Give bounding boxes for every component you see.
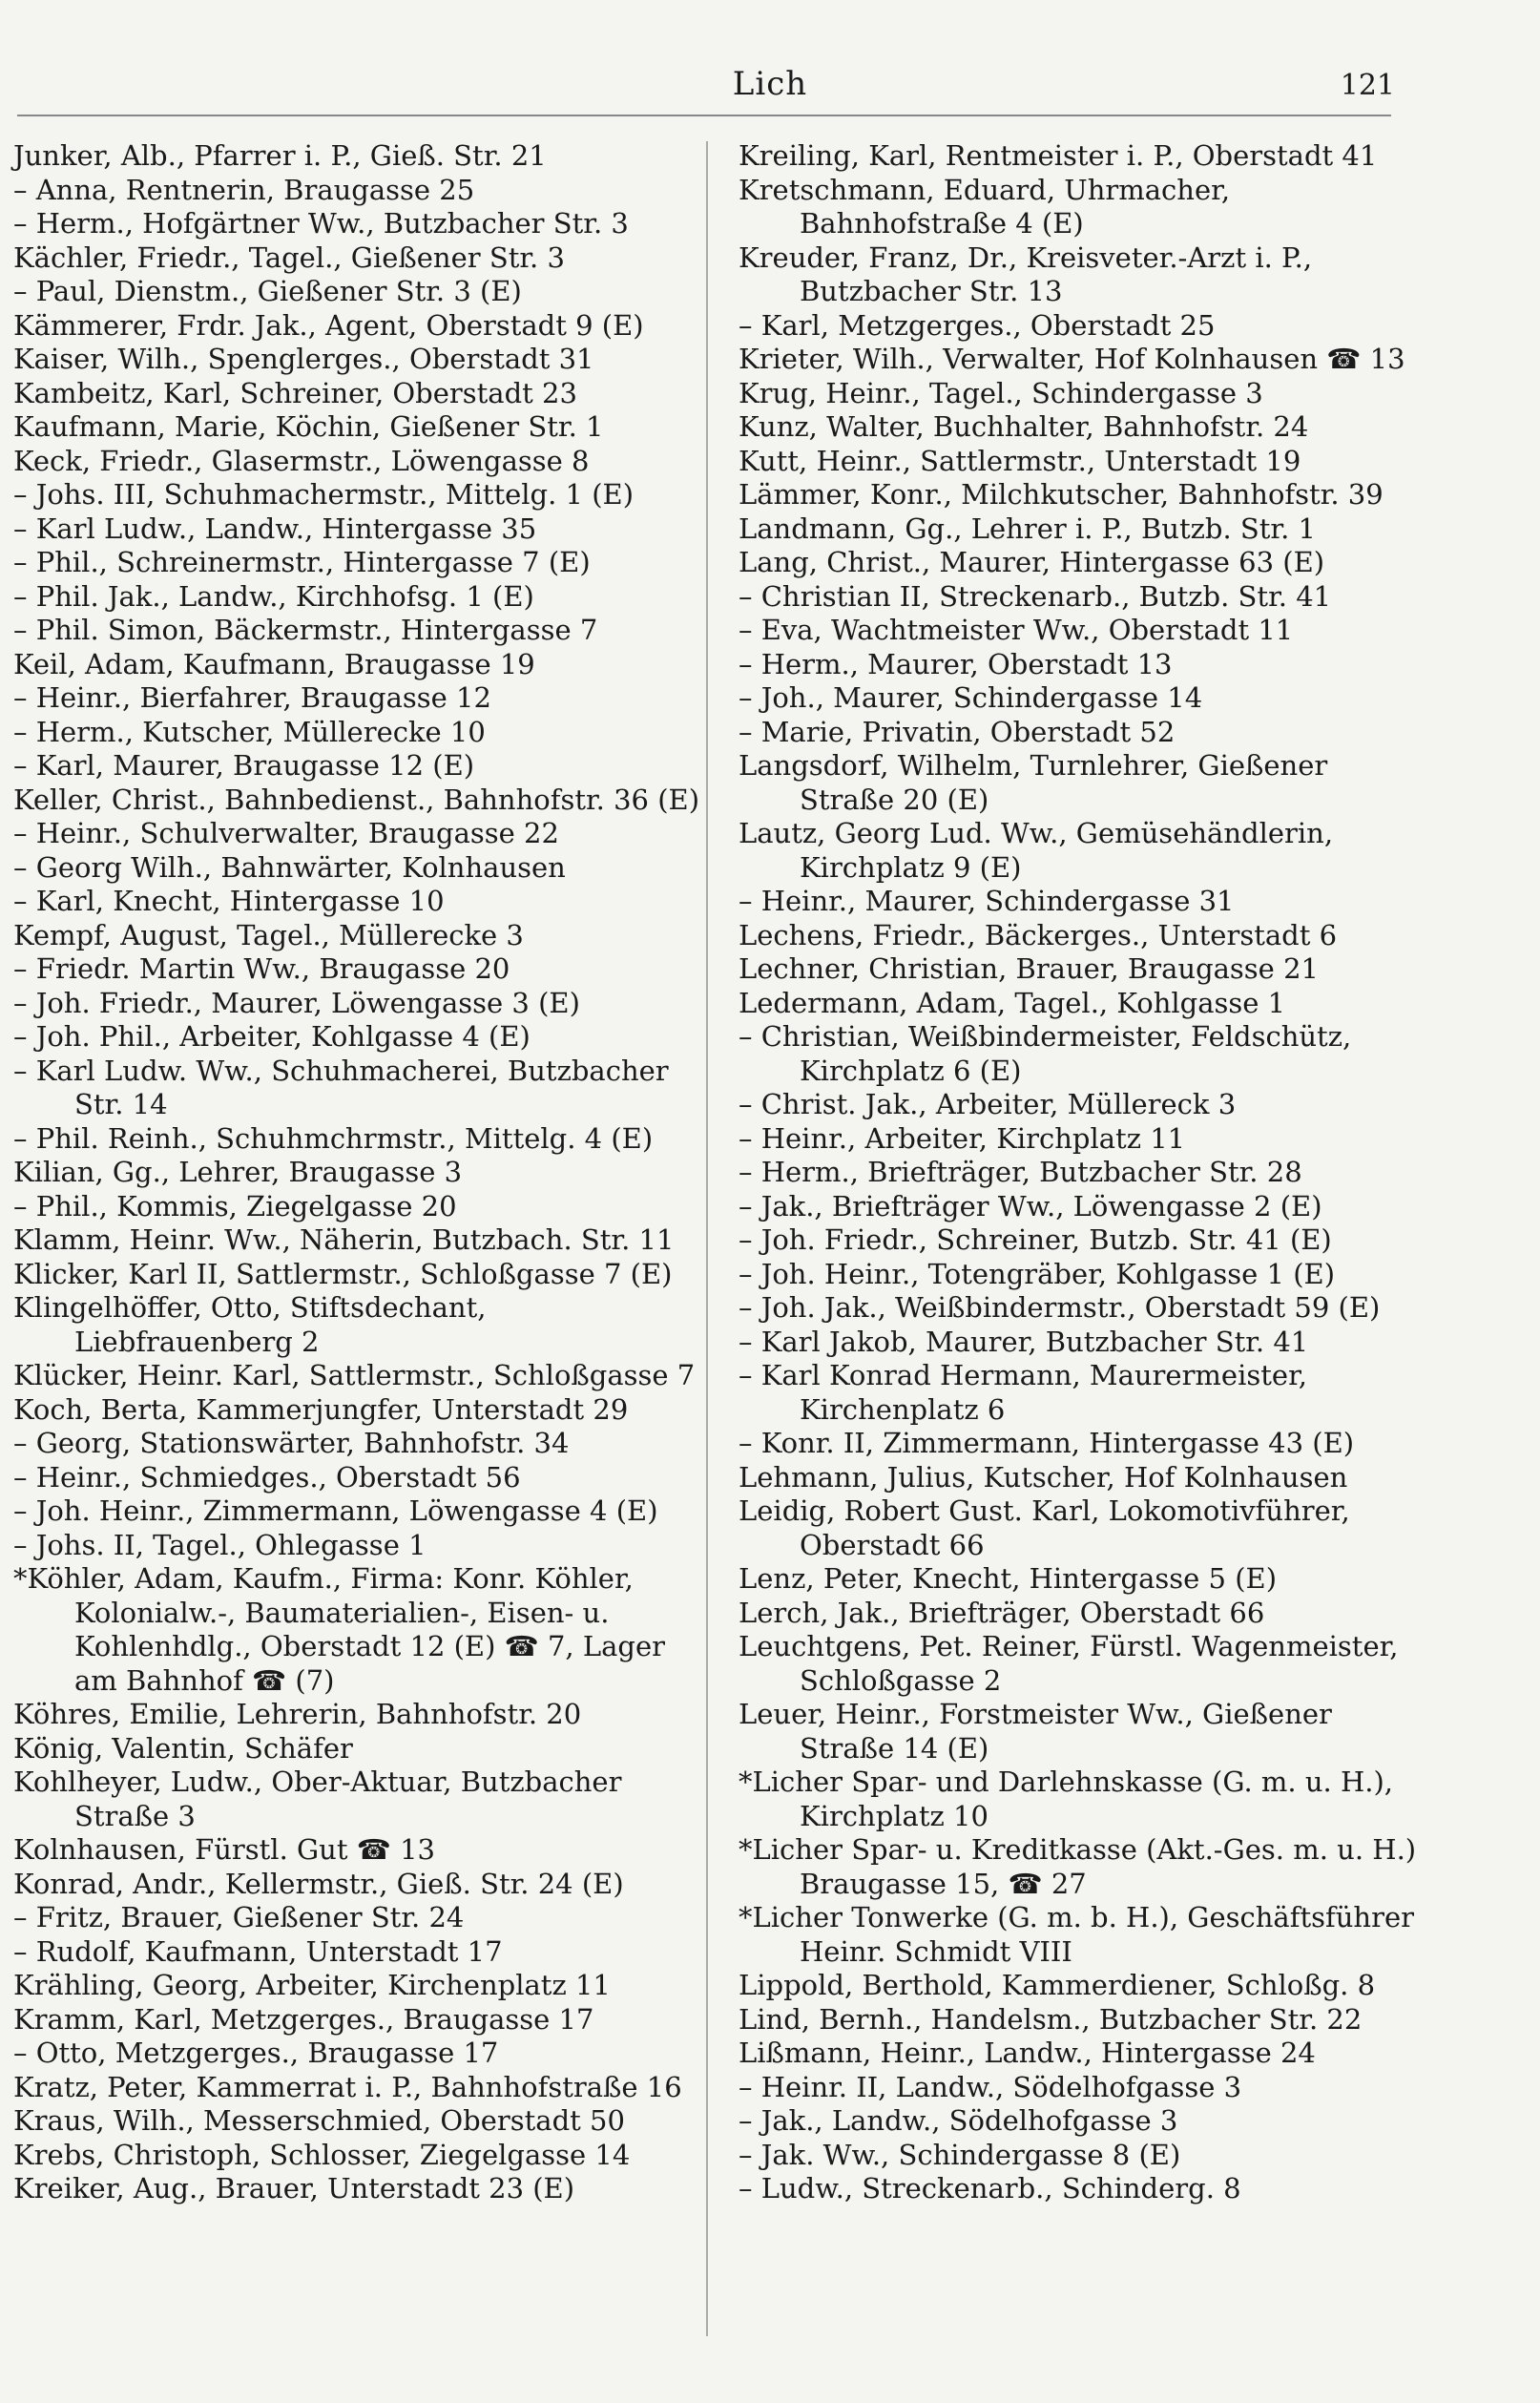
directory-entry: – Karl Ludw., Landw., Hintergasse 35 xyxy=(13,512,537,545)
header-rule xyxy=(17,115,1391,116)
directory-entry: Lautz, Georg Lud. Ww., Gemüsehändlerin, Kirchplatz 9 (E) xyxy=(739,817,1334,884)
directory-entry: – Joh. Phil., Arbeiter, Kohlgasse 4 (E) xyxy=(13,1020,531,1053)
directory-entry: Kretschmann, Eduard, Uhrmacher, Bahnhofstraße 4 (E) xyxy=(739,173,1231,240)
directory-entry: Klamm, Heinr. Ww., Näherin, Butzbach. Str. 11 xyxy=(13,1223,675,1256)
directory-entry: Konrad, Andr., Kellermstr., Gieß. Str. 24 (E) xyxy=(13,1867,624,1900)
directory-entry: *Licher Spar- u. Kreditkasse (Akt.-Ges. m. u. H.) Braugasse 15, ☎ 27 xyxy=(739,1833,1417,1900)
directory-entry: Kaiser, Wilh., Spenglerges., Oberstadt 31 xyxy=(13,343,594,375)
directory-entry: Lehmann, Julius, Kutscher, Hof Kolnhausen xyxy=(739,1460,1348,1494)
directory-entry: – Karl, Metzgerges., Oberstadt 25 xyxy=(739,308,1216,342)
directory-entry: – Heinr., Schulverwalter, Braugasse 22 xyxy=(13,817,559,849)
directory-entry: – Herm., Kutscher, Müllerecke 10 xyxy=(13,715,486,748)
directory-entry: Kohlheyer, Ludw., Ober-Aktuar, Butzbacher Straße 3 xyxy=(13,1766,622,1832)
directory-entry: Kutt, Heinr., Sattlermstr., Unterstadt 19 xyxy=(739,444,1301,477)
directory-entry: – Heinr., Maurer, Schindergasse 31 xyxy=(739,885,1235,917)
directory-entry: – Marie, Privatin, Oberstadt 52 xyxy=(739,715,1176,748)
directory-entry: Kreiling, Karl, Rentmeister i. P., Oberstadt 41 xyxy=(739,139,1378,172)
directory-entry: – Konr. II, Zimmermann, Hintergasse 43 (E) xyxy=(739,1427,1355,1459)
column-divider xyxy=(706,141,708,2336)
directory-entry: – Christian II, Streckenarb., Butzb. Str. 41 xyxy=(739,579,1332,613)
directory-entry: Lippold, Berthold, Kammerdiener, Schloßg. 8 xyxy=(739,1969,1376,2001)
directory-entry: – Joh. Heinr., Totengräber, Kohlgasse 1 (E) xyxy=(739,1257,1336,1290)
directory-entry: Lämmer, Konr., Milchkutscher, Bahnhofstr. 39 xyxy=(739,478,1384,511)
directory-entry: Lang, Christ., Maurer, Hintergasse 63 (E) xyxy=(739,546,1325,578)
directory-entry: – Fritz, Brauer, Gießener Str. 24 xyxy=(13,1901,465,1933)
directory-entry: König, Valentin, Schäfer xyxy=(13,1731,353,1765)
directory-entry: Klücker, Heinr. Karl, Sattlermstr., Schloßgasse 7 xyxy=(13,1359,696,1391)
directory-entry: – Christian, Weißbindermeister, Feldschütz, Kirchplatz 6 (E) xyxy=(739,1020,1352,1087)
directory-entry: – Ludw., Streckenarb., Schinderg. 8 xyxy=(739,2172,1241,2204)
directory-entry: – Karl Jakob, Maurer, Butzbacher Str. 41 xyxy=(739,1325,1309,1358)
directory-entry: – Phil. Simon, Bäckermstr., Hintergasse 7 xyxy=(13,614,598,646)
directory-entry: Landmann, Gg., Lehrer i. P., Butzb. Str. 1 xyxy=(739,512,1316,545)
directory-entry: Kämmerer, Frdr. Jak., Agent, Oberstadt 9 (E) xyxy=(13,308,644,342)
directory-entry: – Georg, Stationswärter, Bahnhofstr. 34 xyxy=(13,1427,570,1459)
directory-entry: Koch, Berta, Kammerjungfer, Unterstadt 29 xyxy=(13,1392,629,1426)
directory-entry: Kambeitz, Karl, Schreiner, Oberstadt 23 xyxy=(13,376,577,409)
directory-entry: – Jak. Ww., Schindergasse 8 (E) xyxy=(739,2138,1181,2171)
directory-entry: Leuer, Heinr., Forstmeister Ww., Gießener Straße 14 (E) xyxy=(739,1698,1332,1765)
directory-entry: Leidig, Robert Gust. Karl, Lokomotivführer, Oberstadt 66 xyxy=(739,1494,1350,1561)
directory-entry: – Friedr. Martin Ww., Braugasse 20 xyxy=(13,952,510,985)
directory-entry: Keil, Adam, Kaufmann, Braugasse 19 xyxy=(13,647,535,680)
directory-entry: Keck, Friedr., Glasermstr., Löwengasse 8 xyxy=(13,444,590,477)
directory-entry: – Heinr. II, Landw., Södelhofgasse 3 xyxy=(739,2070,1242,2103)
page-title: Lich xyxy=(732,65,808,103)
directory-entry: Klingelhöffer, Otto, Stiftsdechant, Liebfrauenberg 2 xyxy=(13,1291,487,1358)
directory-entry: – Heinr., Bierfahrer, Braugasse 12 xyxy=(13,681,491,714)
directory-entry: Lechner, Christian, Brauer, Braugasse 21 xyxy=(739,952,1319,985)
directory-entry: Kratz, Peter, Kammerrat i. P., Bahnhofstraße 16 xyxy=(13,2070,682,2103)
directory-entry: – Herm., Briefträger, Butzbacher Str. 28 xyxy=(739,1156,1302,1188)
directory-entry: Kaufmann, Marie, Köchin, Gießener Str. 1 xyxy=(13,410,604,443)
directory-entry: – Joh. Jak., Weißbindermstr., Oberstadt 59 (E) xyxy=(739,1291,1381,1324)
directory-entry: Lerch, Jak., Briefträger, Oberstadt 66 xyxy=(739,1596,1265,1629)
directory-entry: – Herm., Maurer, Oberstadt 13 xyxy=(739,647,1173,680)
directory-entry: – Joh. Heinr., Zimmermann, Löwengasse 4 (E) xyxy=(13,1494,658,1527)
directory-entry: – Jak., Landw., Södelhofgasse 3 xyxy=(739,2104,1178,2137)
directory-entry: – Georg Wilh., Bahnwärter, Kolnhausen xyxy=(13,850,566,884)
directory-entry: Leuchtgens, Pet. Reiner, Fürstl. Wagenmeister, Schloßgasse 2 xyxy=(739,1630,1399,1697)
directory-entry: – Heinr., Schmiedges., Oberstadt 56 xyxy=(13,1460,521,1494)
directory-entry: *Licher Tonwerke (G. m. b. H.), Geschäftsführer Heinr. Schmidt VIII xyxy=(739,1901,1414,1968)
directory-entry: – Phil., Kommis, Ziegelgasse 20 xyxy=(13,1189,457,1222)
directory-entry: – Joh., Maurer, Schindergasse 14 xyxy=(739,681,1203,714)
directory-entry: Lenz, Peter, Knecht, Hintergasse 5 (E) xyxy=(739,1562,1278,1595)
directory-entry: Krähling, Georg, Arbeiter, Kirchenplatz 11 xyxy=(13,1969,611,2001)
right-column xyxy=(739,139,1426,2206)
directory-entry: – Johs. II, Tagel., Ohlegasse 1 xyxy=(13,1528,427,1561)
directory-entry: – Karl Konrad Hermann, Maurermeister, Kirchenplatz 6 xyxy=(739,1359,1307,1426)
directory-entry: Kreiker, Aug., Brauer, Unterstadt 23 (E) xyxy=(13,2172,575,2204)
directory-entry: – Heinr., Arbeiter, Kirchplatz 11 xyxy=(739,1121,1186,1155)
page-number: 121 xyxy=(1340,69,1395,102)
directory-entry: Kolnhausen, Fürstl. Gut ☎ 13 xyxy=(13,1833,435,1866)
directory-entry: – Joh. Friedr., Schreiner, Butzb. Str. 41 (E) xyxy=(739,1223,1332,1256)
directory-entry: Kilian, Gg., Lehrer, Braugasse 3 xyxy=(13,1156,463,1188)
directory-entry: – Eva, Wachtmeister Ww., Oberstadt 11 xyxy=(739,614,1294,646)
directory-entry: – Phil. Jak., Landw., Kirchhofsg. 1 (E) xyxy=(13,579,534,613)
directory-entry: – Herm., Hofgärtner Ww., Butzbacher Str. 3 xyxy=(13,207,629,240)
directory-entry: Junker, Alb., Pfarrer i. P., Gieß. Str. 21 xyxy=(13,139,547,172)
directory-entry: Ledermann, Adam, Tagel., Kohlgasse 1 xyxy=(739,986,1286,1019)
directory-entry: – Rudolf, Kaufmann, Unterstadt 17 xyxy=(13,1934,503,1968)
directory-entry: – Karl, Maurer, Braugasse 12 (E) xyxy=(13,749,475,782)
directory-entry: Lißmann, Heinr., Landw., Hintergasse 24 xyxy=(739,2037,1316,2069)
directory-entry: Köhres, Emilie, Lehrerin, Bahnhofstr. 20 xyxy=(13,1698,582,1730)
directory-entry: – Johs. III, Schuhmachermstr., Mittelg. 1 (E) xyxy=(13,478,635,511)
directory-entry: Kraus, Wilh., Messerschmied, Oberstadt 50 xyxy=(13,2104,625,2137)
directory-entry: – Paul, Dienstm., Gießener Str. 3 (E) xyxy=(13,275,522,307)
directory-entry: Keller, Christ., Bahnbedienst., Bahnhofstr. 36 (E) xyxy=(13,783,700,816)
directory-entry: *Köhler, Adam, Kaufm., Firma: Konr. Köhler, Kolonialw.-, Baumaterialien-, Eisen- u. Kohlenhdlg., Oberstadt 12 (E) ☎ 7, Lager am Bahnhof ☎ (7) xyxy=(13,1562,665,1697)
directory-entry: – Jak., Briefträger Ww., Löwengasse 2 (E) xyxy=(739,1189,1322,1222)
directory-entry: – Phil., Schreinermstr., Hintergasse 7 (E) xyxy=(13,546,591,578)
directory-entry: – Joh. Friedr., Maurer, Löwengasse 3 (E) xyxy=(13,986,580,1019)
directory-entry: Krieter, Wilh., Verwalter, Hof Kolnhausen ☎ 13 xyxy=(739,343,1405,375)
left-column xyxy=(13,139,700,2206)
directory-entry: Kächler, Friedr., Tagel., Gießener Str. 3 xyxy=(13,240,565,274)
directory-entry: – Christ. Jak., Arbeiter, Müllereck 3 xyxy=(739,1088,1237,1120)
directory-entry: Kramm, Karl, Metzgerges., Braugasse 17 xyxy=(13,2002,594,2036)
directory-entry: Lind, Bernh., Handelsm., Butzbacher Str. 22 xyxy=(739,2002,1363,2036)
directory-entry: Lechens, Friedr., Bäckerges., Unterstadt 6 xyxy=(739,918,1338,951)
directory-entry: – Otto, Metzgerges., Braugasse 17 xyxy=(13,2037,499,2069)
directory-entry: Klicker, Karl II, Sattlermstr., Schloßgasse 7 (E) xyxy=(13,1257,673,1290)
directory-entry: Langsdorf, Wilhelm, Turnlehrer, Gießener Straße 20 (E) xyxy=(739,749,1328,816)
directory-entry: – Anna, Rentnerin, Braugasse 25 xyxy=(13,173,475,206)
directory-entry: Krebs, Christoph, Schlosser, Ziegelgasse 14 xyxy=(13,2138,631,2171)
directory-entry: Kempf, August, Tagel., Müllerecke 3 xyxy=(13,918,524,951)
directory-entry: *Licher Spar- und Darlehnskasse (G. m. u. H.), Kirchplatz 10 xyxy=(739,1766,1393,1832)
directory-entry: – Karl, Knecht, Hintergasse 10 xyxy=(13,885,445,917)
directory-entry: Kreuder, Franz, Dr., Kreisveter.-Arzt i. P., Butzbacher Str. 13 xyxy=(739,240,1313,307)
directory-entry: Kunz, Walter, Buchhalter, Bahnhofstr. 24 xyxy=(739,410,1309,443)
directory-entry: Krug, Heinr., Tagel., Schindergasse 3 xyxy=(739,376,1263,409)
directory-entry: – Karl Ludw. Ww., Schuhmacherei, Butzbacher Str. 14 xyxy=(13,1054,669,1120)
directory-entry: – Phil. Reinh., Schuhmchrmstr., Mittelg. 4 (E) xyxy=(13,1121,654,1155)
